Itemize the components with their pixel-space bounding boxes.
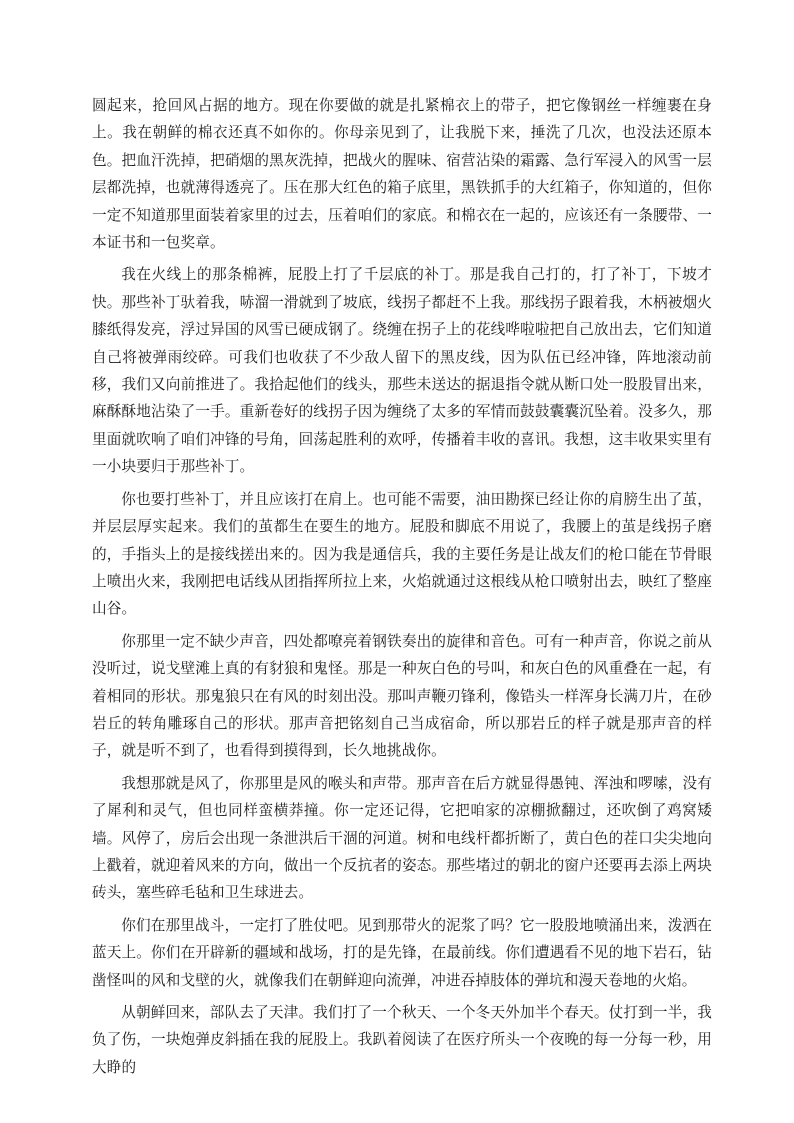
paragraph: 圆起来，抢回风占据的地方。现在你要做的就是扎紧棉衣上的带子，把它像钢丝一样缠裹在身上。我在朝鲜的棉衣还真不如你的。你母亲见到了，让我脱下来，捶洗了几次，也没法还原本色。把血汗洗掉，把硝烟的黑灰洗掉，把战火的腥味、宿营沾染的霜露、急行军浸入的风雪一层层都洗掉，也就薄得透亮了。压在那大红色的箱子底里，黑铁抓手的大红箱子，你知道的，但你一定不知道那里面装着家里的过去，压着咱们的家底。和棉衣在一起的，应该还有一条腰带、一本证书和一包奖章。 xyxy=(92,97,712,252)
paragraph: 我想那就是风了，你那里是风的喉头和声带。那声音在后方就显得愚钝、浑浊和啰嗦，没有了犀利和灵气，但也同样蛮横莽撞。你一定还记得，它把咱家的凉棚掀翻过，还吹倒了鸡窝矮墙。风停了，房后会出现一条泄洪后干涸的河道。树和电线杆都折断了，黄白色的茬口尖尖地向上戳着，就迎着风来的方向，做出一个反抗者的姿态。那些堵过的朝北的窗户还要再去添上两块砖头，塞些碎毛毡和卫生球进去。 xyxy=(92,774,712,902)
document-page xyxy=(92,92,712,1086)
paragraph: 你也要打些补丁，并且应该打在肩上。也可能不需要，油田勘探已经让你的肩膀生出了茧，并层层厚实起来。我们的茧都生在要生的地方。屁股和脚底不用说了，我腰上的茧是线拐子磨的，手指头上的是接线搓出来的。因为我是通信兵，我的主要任务是让战友们的枪口能在节骨眼上喷出火来，我刚把电话线从团指挥所拉上来，火焰就通过这根线从枪口喷射出去，映红了整座山谷。 xyxy=(92,490,712,618)
paragraph: 从朝鲜回来，部队去了天津。我们打了一个秋天、一个冬天外加半个春天。仗打到一半，我负了伤，一块炮弹皮斜插在我的屁股上。我趴着阅读了在医疗所头一个夜晚的每一分每一秒，用大睁的 xyxy=(92,1004,712,1076)
paragraph: 你那里一定不缺少声音，四处都嘹亮着钢铁奏出的旋律和音色。可有一种声音，你说之前从没听过，说戈壁滩上真的有豺狼和鬼怪。那是一种灰白色的号叫，和灰白色的风重叠在一起，有着相同的形状。那鬼狼只在有风的时刻出没。那叫声鞭刃锋利，像锆头一样浑身长满刀片，在砂岩丘的转角雕琢自己的形状。那声音把铭刻自己当成宿命，所以那岩丘的样子就是那声音的样子，就是听不到了，也看得到摸得到，长久地挑战你。 xyxy=(92,632,712,760)
paragraph: 你们在那里战斗，一定打了胜仗吧。见到那带火的泥浆了吗？它一股股地喷涌出来，泼洒在蓝天上。你们在开辟新的疆域和战场，打的是先锋，在最前线。你们遭遇看不见的地下岩石，钻凿怪叫的风和戈壁的火，就像我们在朝鲜迎向流弹，冲进吞掉肢体的弹坑和漫天卷地的火焰。 xyxy=(92,916,712,989)
paragraph: 我在火线上的那条棉裤，屁股上打了千层底的补丁。那是我自己打的，打了补丁，下坡才快。那些补丁驮着我，哧溜一滑就到了坡底，线拐子都赶不上我。那线拐子跟着我，木柄被烟火膝纸得发亮，浮过异国的风雪已硬成钢了。绕缠在拐子上的花线哗啦啦把自己放出去，它们知道自己将被弹雨绞碎。可我们也收获了不少敌人留下的黑皮线，因为队伍已经冲锋，阵地滚动前移，我们又向前推进了。我拾起他们的线头，那些未送达的据退指令就从断口处一股股冒出来，麻酥酥地沾染了一手。重新卷好的线拐子因为缠绕了太多的军情而鼓鼓囊囊沉坠着。没多久，那里面就吹响了咱们冲锋的号角，回荡起胜利的欢呼，传播着丰收的喜讯。我想，这丰收果实里有一小块要归于那些补丁。 xyxy=(92,266,712,476)
